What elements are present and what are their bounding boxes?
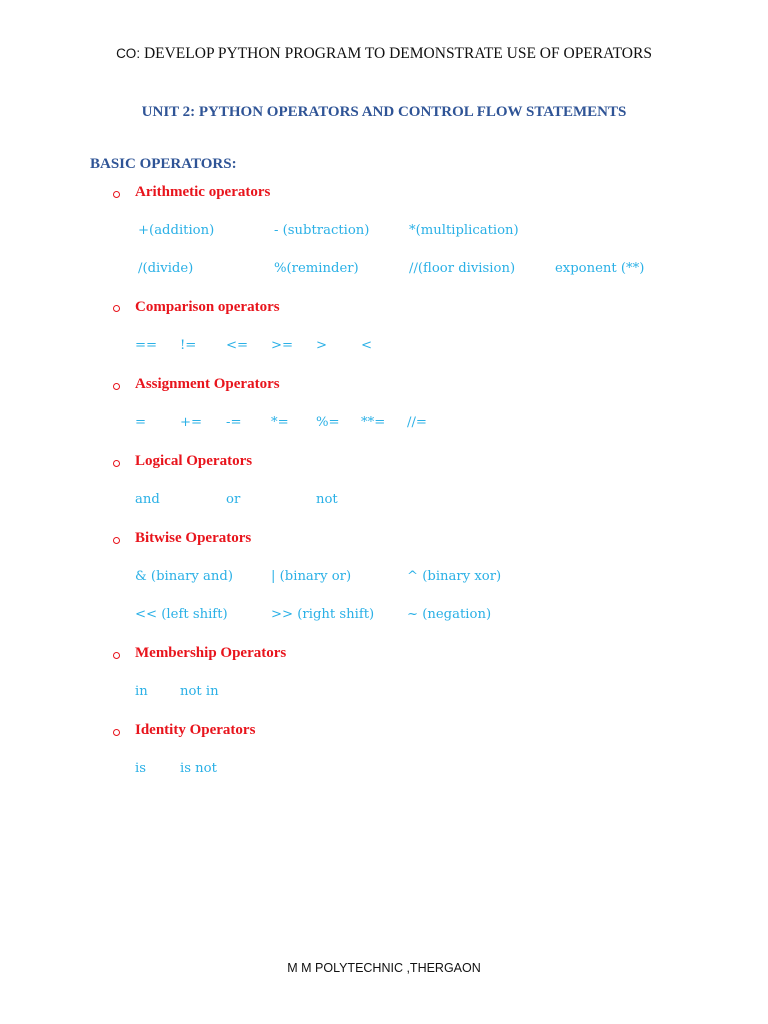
co-text: DEVELOP PYTHON PROGRAM TO DEMONSTRATE USE OF OPERATORS xyxy=(140,45,652,62)
op-not-in: not in xyxy=(180,684,219,699)
op-pow-assign: **= xyxy=(361,415,386,430)
op-not-equal: != xyxy=(180,338,197,353)
membership-heading: Membership Operators xyxy=(135,645,287,661)
op-floordiv-assign: //= xyxy=(407,415,427,430)
op-negation: ~ (negation) xyxy=(407,607,492,622)
bullet-icon xyxy=(113,460,120,467)
comparison-heading: Comparison operators xyxy=(135,299,280,315)
op-binary-and: & (binary and) xyxy=(135,569,233,584)
op-divide: /(divide) xyxy=(138,261,194,276)
identity-heading: Identity Operators xyxy=(135,722,256,738)
op-binary-xor: ^ (binary xor) xyxy=(407,569,502,584)
unit-title: UNIT 2: PYTHON OPERATORS AND CONTROL FLOW STATEMENTS xyxy=(141,104,627,120)
logical-heading: Logical Operators xyxy=(135,453,253,469)
course-outcome-line xyxy=(0,45,768,63)
op-greater-equal: >= xyxy=(271,338,294,353)
co-prefix: CO: xyxy=(116,46,141,61)
bitwise-heading: Bitwise Operators xyxy=(135,530,252,546)
bullet-icon xyxy=(113,383,120,390)
basic-operators-heading: BASIC OPERATORS: xyxy=(90,156,237,172)
op-left-shift: << (left shift) xyxy=(135,607,228,622)
op-in: in xyxy=(135,684,148,699)
op-subtraction: - (subtraction) xyxy=(274,223,370,238)
op-less-equal: <= xyxy=(226,338,249,353)
op-less: < xyxy=(361,338,373,353)
bullet-icon xyxy=(113,191,120,198)
op-mod-assign: %= xyxy=(316,415,340,430)
bullet-icon xyxy=(113,652,120,659)
assignment-heading: Assignment Operators xyxy=(135,376,280,392)
op-not: not xyxy=(316,492,338,507)
bullet-icon xyxy=(113,305,120,312)
op-assign: = xyxy=(135,415,147,430)
op-greater: > xyxy=(316,338,328,353)
op-binary-or: | (binary or) xyxy=(271,569,352,584)
op-and: and xyxy=(135,492,160,507)
op-equal: == xyxy=(135,338,158,353)
op-exponent: exponent (**) xyxy=(555,261,645,276)
op-right-shift: >> (right shift) xyxy=(271,607,375,622)
op-floor-division: //(floor division) xyxy=(409,261,516,276)
bullet-icon xyxy=(113,729,120,736)
bullet-icon xyxy=(113,537,120,544)
op-addition: +(addition) xyxy=(138,223,215,238)
op-mult-assign: *= xyxy=(271,415,289,430)
op-or: or xyxy=(226,492,241,507)
footer-institution: M M POLYTECHNIC ,THERGAON xyxy=(287,961,481,975)
op-minus-assign: -= xyxy=(226,415,242,430)
op-multiplication: *(multiplication) xyxy=(409,223,519,238)
op-is-not: is not xyxy=(180,761,217,776)
op-plus-assign: += xyxy=(180,415,203,430)
op-reminder: %(reminder) xyxy=(274,261,359,276)
arithmetic-heading: Arithmetic operators xyxy=(135,184,271,200)
op-is: is xyxy=(135,761,146,776)
